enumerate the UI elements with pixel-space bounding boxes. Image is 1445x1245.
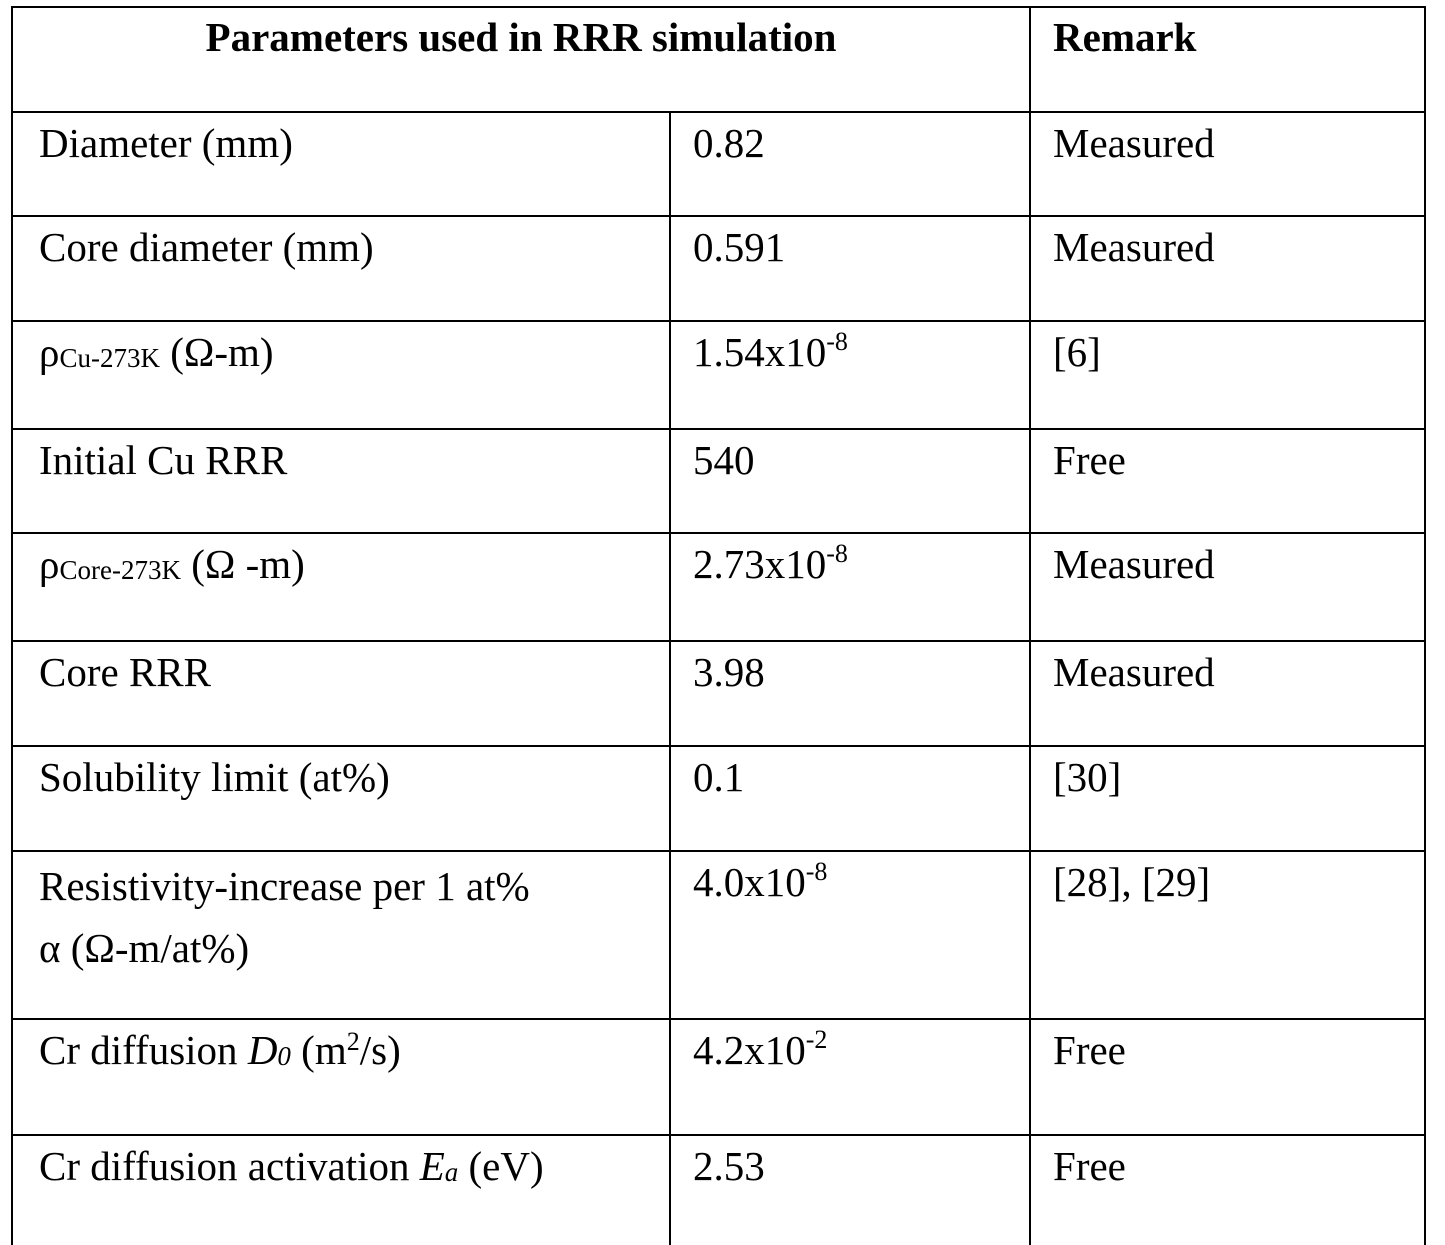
- value-base: 2.73x10: [693, 541, 827, 587]
- table-header-row: [12, 7, 1425, 112]
- remark-cell: [6]: [1053, 329, 1101, 375]
- header-parameters: Parameters used in RRR simulation: [12, 7, 1030, 112]
- param-cell: Core RRR: [39, 649, 211, 695]
- table-row: [12, 746, 1425, 851]
- table-row: [12, 533, 1425, 641]
- param-subscript: Cu-273K: [59, 343, 160, 373]
- table-row: [12, 112, 1425, 216]
- value-cell: 0.1: [693, 754, 745, 800]
- param-cell: [39, 534, 669, 596]
- value-exponent: -8: [805, 857, 828, 886]
- value-base: 4.0x10: [693, 859, 806, 905]
- remark-cell: Free: [1053, 1143, 1126, 1189]
- param-cell: [39, 1136, 669, 1198]
- table-row: [12, 851, 1425, 1019]
- remark-cell: Measured: [1053, 649, 1215, 695]
- param-cell: Core diameter (mm): [39, 224, 374, 270]
- remark-cell: [28], [29]: [1053, 859, 1211, 905]
- param-unit-pre: (m: [290, 1027, 347, 1073]
- param-unit: (eV): [458, 1143, 544, 1189]
- value-exponent: -8: [826, 539, 848, 568]
- value-base: 1.54x10: [693, 329, 827, 375]
- remark-cell: Measured: [1053, 541, 1215, 587]
- value-cell: [693, 852, 1029, 915]
- param-symbol-D: D: [247, 1027, 278, 1073]
- table-row: [12, 429, 1425, 533]
- remark-cell: [30]: [1053, 754, 1122, 800]
- value-exponent: -8: [826, 327, 848, 356]
- param-cell: Solubility limit (at%): [39, 754, 390, 800]
- value-cell: [693, 322, 1029, 385]
- param-cell: [39, 322, 669, 384]
- param-cell: [39, 852, 669, 979]
- param-symbol-E: E: [419, 1143, 445, 1189]
- parameters-table: [11, 6, 1426, 1245]
- table-row: [12, 1019, 1425, 1135]
- param-cell: [39, 1020, 669, 1083]
- value-cell: 3.98: [693, 649, 765, 695]
- param-text: Cr diffusion: [39, 1027, 248, 1073]
- param-subscript: Core-273K: [59, 555, 181, 585]
- param-subscript: a: [444, 1157, 459, 1187]
- param-line-2: α (Ω-m/at%): [39, 925, 250, 971]
- remark-cell: Free: [1053, 1027, 1126, 1073]
- param-unit: (Ω-m): [159, 329, 274, 375]
- param-unit-post: /s): [359, 1027, 401, 1073]
- value-cell: 540: [693, 437, 755, 483]
- param-unit-exponent: 2: [346, 1027, 360, 1056]
- value-cell: 0.591: [693, 224, 786, 270]
- param-cell: Initial Cu RRR: [39, 437, 288, 483]
- header-remark: Remark: [1030, 7, 1425, 112]
- param-line-1: Resistivity-increase per 1 at%: [39, 863, 530, 909]
- value-cell: 0.82: [693, 120, 765, 166]
- table-row: [12, 216, 1425, 321]
- param-text: Cr diffusion activation: [39, 1143, 420, 1189]
- table-row: [12, 641, 1425, 746]
- param-cell: Diameter (mm): [39, 120, 293, 166]
- rho-symbol: ρ: [39, 329, 60, 375]
- remark-cell: Measured: [1053, 224, 1215, 270]
- value-cell: 2.53: [693, 1143, 765, 1189]
- rho-symbol: ρ: [39, 541, 60, 587]
- remark-cell: Measured: [1053, 120, 1215, 166]
- remark-cell: Free: [1053, 437, 1126, 483]
- table-row: [12, 1135, 1425, 1245]
- value-base: 4.2x10: [693, 1027, 806, 1073]
- value-cell: [693, 534, 1029, 597]
- param-subscript: 0: [277, 1041, 291, 1071]
- value-cell: [693, 1020, 1029, 1083]
- value-exponent: -2: [805, 1025, 828, 1054]
- param-unit: (Ω -m): [180, 541, 305, 587]
- table-row: [12, 321, 1425, 429]
